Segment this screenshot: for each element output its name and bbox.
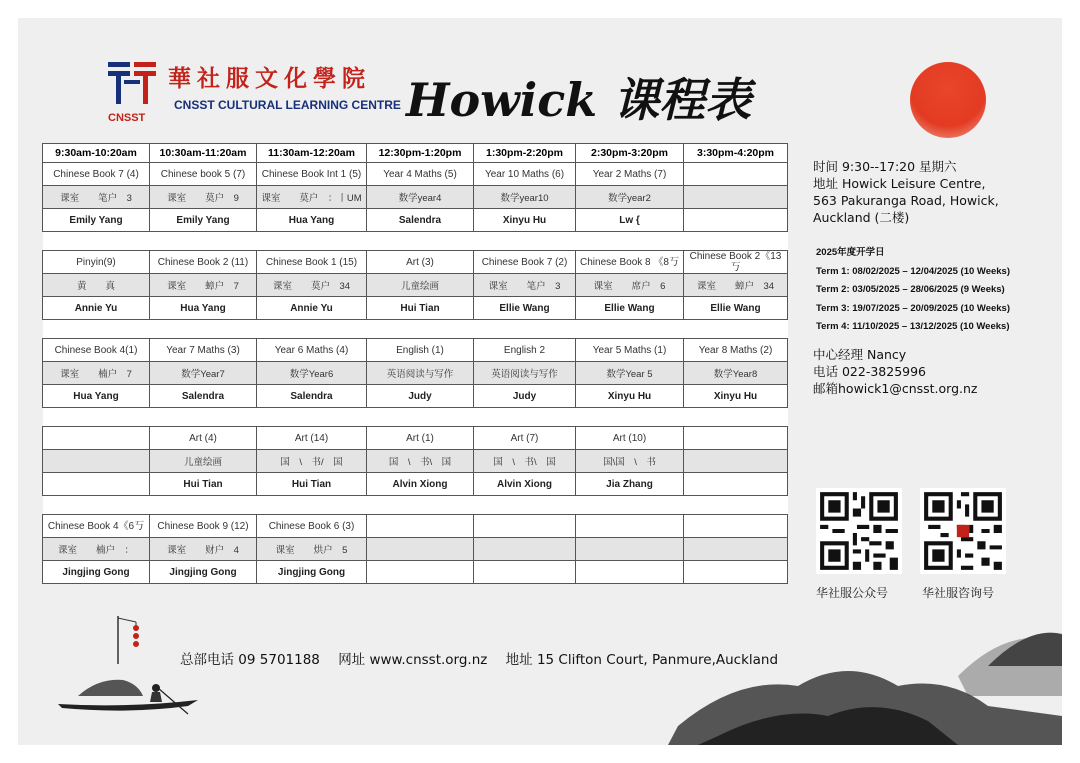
- term-dates: [816, 244, 1010, 337]
- time-slot: 10:30am-11:20am: [150, 144, 257, 163]
- class-room: 国 \ 书\ 国: [474, 450, 576, 473]
- class-room: 数学Year6: [257, 362, 367, 385]
- class-title: Art (7): [474, 427, 576, 450]
- org-name-chinese: 華社服文化學院: [168, 65, 371, 92]
- class-teacher: Alvin Xiong: [367, 473, 474, 496]
- class-title: Chinese Book Int 1 (5): [257, 163, 367, 186]
- class-room: 国 \ 书\ 国: [367, 450, 474, 473]
- class-room: [576, 538, 684, 561]
- class-room: 儿童绘画: [367, 274, 474, 297]
- time-slot: 11:30am-12:20am: [257, 144, 367, 163]
- term-item: Term 3: 19/07/2025 – 20/09/2025 (10 Weeks): [816, 302, 1011, 314]
- class-teacher-row: [43, 385, 788, 408]
- class-teacher: Hui Tian: [367, 297, 474, 320]
- row-spacer: [43, 408, 788, 427]
- manager-name: 中心经理 Nancy: [813, 347, 907, 362]
- class-teacher: Jingjing Gong: [150, 561, 257, 584]
- class-title: English 2: [474, 339, 576, 362]
- class-teacher: Jia Zhang: [576, 473, 684, 496]
- address-line: 563 Pakuranga Road, Howick,: [813, 193, 999, 208]
- class-title: Chinese Book 1 (15): [257, 251, 367, 274]
- timetable: [42, 143, 788, 584]
- time-slot: 9:30am-10:20am: [43, 144, 150, 163]
- class-room: [474, 538, 576, 561]
- class-room-row: [43, 186, 788, 209]
- class-title: Year 7 Maths (3): [150, 339, 257, 362]
- class-teacher: Annie Yu: [257, 297, 367, 320]
- class-room: 课室 笔户 3: [474, 274, 576, 297]
- class-teacher-row: [43, 473, 788, 496]
- time-slot: 1:30pm-2:20pm: [474, 144, 576, 163]
- time-slot: 12:30pm-1:20pm: [367, 144, 474, 163]
- class-teacher-row: [43, 209, 788, 232]
- class-title: Art (3): [367, 251, 474, 274]
- class-teacher: Salendra: [150, 385, 257, 408]
- logo-abbreviation: CNSST: [108, 112, 146, 124]
- class-teacher-row: [43, 561, 788, 584]
- class-teacher: Ellie Wang: [576, 297, 684, 320]
- class-teacher: [474, 561, 576, 584]
- time-slot-header-row: [43, 144, 788, 163]
- class-room: 数学year10: [474, 186, 576, 209]
- cnsst-logo: [106, 56, 158, 130]
- address-line: 地址 Howick Leisure Centre,: [813, 176, 986, 191]
- class-title: Chinese Book 8 《8丂: [576, 251, 684, 274]
- class-room: 课室 楠户 7: [43, 362, 150, 385]
- class-room: [684, 186, 788, 209]
- footer: [180, 648, 792, 668]
- class-teacher: Jingjing Gong: [257, 561, 367, 584]
- class-title: [43, 427, 150, 450]
- class-teacher: [367, 561, 474, 584]
- class-title: [684, 515, 788, 538]
- qr-label: 华社服咨询号: [922, 586, 995, 600]
- class-teacher: Hui Tian: [257, 473, 367, 496]
- class-teacher: [684, 561, 788, 584]
- class-room: [43, 450, 150, 473]
- class-title: [474, 515, 576, 538]
- class-title: Chinese Book 4(1): [43, 339, 150, 362]
- class-title: Year 10 Maths (6): [474, 163, 576, 186]
- class-title-row: [43, 163, 788, 186]
- class-room: 英语阅读与写作: [367, 362, 474, 385]
- class-title: Year 2 Maths (7): [576, 163, 684, 186]
- poster: [18, 18, 1062, 745]
- class-room: 儿童绘画: [150, 450, 257, 473]
- org-name-english: CNSST CULTURAL LEARNING CENTRE: [174, 98, 401, 112]
- class-title: Chinese book 5 (7): [150, 163, 257, 186]
- class-title: Year 6 Maths (4): [257, 339, 367, 362]
- address-line: Auckland (二楼): [813, 210, 910, 225]
- class-teacher: Alvin Xiong: [474, 473, 576, 496]
- class-room: [684, 538, 788, 561]
- qr-label: 华社服公众号: [816, 586, 889, 600]
- class-teacher: Hua Yang: [43, 385, 150, 408]
- class-title-row: [43, 515, 788, 538]
- class-title: English (1): [367, 339, 474, 362]
- class-title: Chinese Book 6 (3): [257, 515, 367, 538]
- class-title-row: [43, 251, 788, 274]
- class-teacher: Ellie Wang: [474, 297, 576, 320]
- class-room: 数学Year 5: [576, 362, 684, 385]
- class-teacher: Lw {: [576, 209, 684, 232]
- logo-mark-icon: [106, 56, 158, 112]
- class-teacher: Xinyu Hu: [576, 385, 684, 408]
- time-slot: 3:30pm-4:20pm: [684, 144, 788, 163]
- class-teacher: [684, 473, 788, 496]
- class-room: 课室 烘户 5: [257, 538, 367, 561]
- class-room: 课室 蟑户 34: [684, 274, 788, 297]
- term-dates-heading: 2025年度开学日: [816, 247, 885, 258]
- class-room-row: [43, 450, 788, 473]
- class-room: 数学Year8: [684, 362, 788, 385]
- class-room: 数学year4: [367, 186, 474, 209]
- class-room: 课室 莫户 ：丨UM: [257, 186, 367, 209]
- website-link[interactable]: 网址 www.cnsst.org.nz: [338, 652, 488, 668]
- opening-hours: 时间 9:30--17:20 星期六: [813, 159, 957, 174]
- class-teacher: Judy: [367, 385, 474, 408]
- row-spacer: [43, 496, 788, 515]
- class-teacher: Emily Yang: [150, 209, 257, 232]
- class-room: 数学year2: [576, 186, 684, 209]
- headquarters-phone: 总部电话 09 5701188: [180, 652, 320, 668]
- class-room: 黄 真: [43, 274, 150, 297]
- row-spacer: [43, 232, 788, 251]
- class-title: Year 4 Maths (5): [367, 163, 474, 186]
- class-teacher: Xinyu Hu: [474, 209, 576, 232]
- class-room: 课室 莫户 9: [150, 186, 257, 209]
- class-room: 国 \ 书/ 国: [257, 450, 367, 473]
- class-teacher: Salendra: [367, 209, 474, 232]
- class-room: 课室 笔户 3: [43, 186, 150, 209]
- class-title-row: [43, 427, 788, 450]
- class-teacher: Hua Yang: [150, 297, 257, 320]
- class-teacher: [43, 473, 150, 496]
- class-title: Chinese Book 2 (11): [150, 251, 257, 274]
- class-teacher: Jingjing Gong: [43, 561, 150, 584]
- class-room-row: [43, 362, 788, 385]
- class-room: 国\国 \ 书: [576, 450, 684, 473]
- class-title: Art (14): [257, 427, 367, 450]
- class-room: [367, 538, 474, 561]
- class-teacher: Ellie Wang: [684, 297, 788, 320]
- class-room: 课室 莫户 34: [257, 274, 367, 297]
- ink-mountains-decoration-icon: [658, 616, 1062, 745]
- class-title-row: [43, 339, 788, 362]
- time-slot: 2:30pm-3:20pm: [576, 144, 684, 163]
- class-teacher: [576, 561, 684, 584]
- class-title: Art (1): [367, 427, 474, 450]
- phone-number: 电话 022-3825996: [813, 364, 927, 379]
- class-room: 英语阅读与写作: [474, 362, 576, 385]
- venue-info: [813, 158, 999, 226]
- class-teacher: Emily Yang: [43, 209, 150, 232]
- term-item: Term 4: 11/10/2025 – 13/12/2025 (10 Weeks): [816, 321, 1010, 332]
- class-room-row: [43, 274, 788, 297]
- class-teacher: Xinyu Hu: [684, 385, 788, 408]
- class-teacher: [684, 209, 788, 232]
- rising-sun-decoration: [910, 62, 986, 138]
- class-title: Year 8 Maths (2): [684, 339, 788, 362]
- class-title: [367, 515, 474, 538]
- class-title: [684, 427, 788, 450]
- class-title: [684, 163, 788, 186]
- class-teacher: Hua Yang: [257, 209, 367, 232]
- contact-info: [813, 346, 977, 397]
- class-room-row: [43, 538, 788, 561]
- class-teacher: Hui Tian: [150, 473, 257, 496]
- class-title: Chinese Book 9 (12): [150, 515, 257, 538]
- row-spacer: [43, 320, 788, 339]
- class-title: Chinese Book 2《13丂: [684, 251, 788, 274]
- class-teacher: Judy: [474, 385, 576, 408]
- term-item: Term 1: 08/02/2025 – 12/04/2025 (10 Weeks): [816, 265, 1011, 277]
- class-room: [684, 450, 788, 473]
- qr-code-icon[interactable]: [920, 488, 1006, 574]
- term-item: Term 2: 03/05/2025 – 28/06/2025 (9 Weeks): [816, 284, 1005, 295]
- class-title: Chinese Book 4《6丂: [43, 515, 150, 538]
- class-title: Pinyin(9): [43, 251, 150, 274]
- class-room: 课室 楠户 ：: [43, 538, 150, 561]
- headquarters-address: 地址 15 Clifton Court, Panmure,Auckland: [505, 652, 779, 668]
- class-title: [576, 515, 684, 538]
- class-title: Art (10): [576, 427, 684, 450]
- class-teacher-row: [43, 297, 788, 320]
- class-teacher: Annie Yu: [43, 297, 150, 320]
- class-title: Chinese Book 7 (4): [43, 163, 150, 186]
- qr-code-icon[interactable]: [816, 488, 902, 574]
- class-room: 课室 蟑户 7: [150, 274, 257, 297]
- class-teacher: Salendra: [257, 385, 367, 408]
- email-address[interactable]: 邮箱howick1@cnsst.org.nz: [813, 381, 978, 396]
- class-title: Year 5 Maths (1): [576, 339, 684, 362]
- class-title: Art (4): [150, 427, 257, 450]
- class-room: 课室 席户 6: [576, 274, 684, 297]
- class-room: 数学Year7: [150, 362, 257, 385]
- class-title: Chinese Book 7 (2): [474, 251, 576, 274]
- page-title: Howick 课程表: [406, 73, 752, 127]
- class-room: 课室 财户 4: [150, 538, 257, 561]
